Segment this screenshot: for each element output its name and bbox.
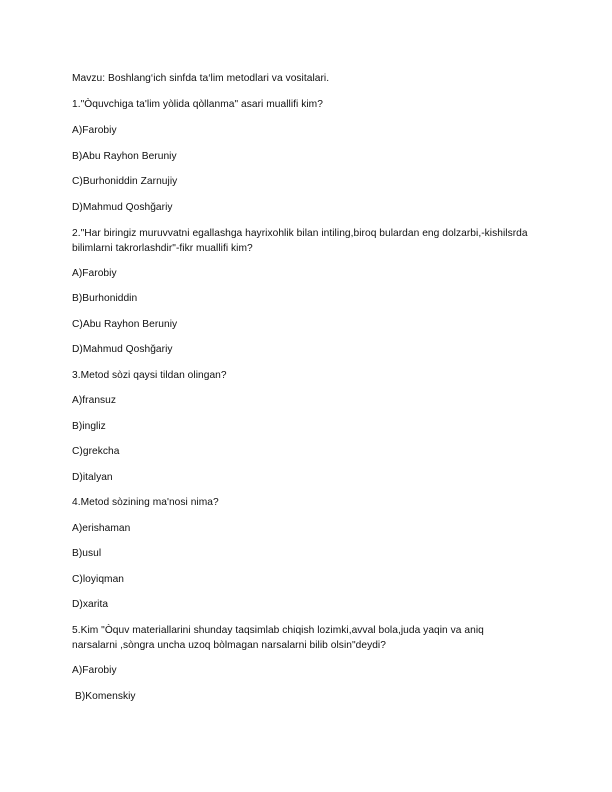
question-3-option-d: D)italyan: [72, 472, 113, 483]
question-3-option-a: A)fransuz: [72, 395, 117, 406]
question-2-line-1: 2."Har biringiz muruvvatni egallashga hayrixohlik bilan intiling,biroq bulardan eng dolzarbi,-kishilsrda: [72, 228, 528, 239]
question-5-line-2: narsalarni ,sòngra uncha uzoq bòlmagan narsalarni bilib olsin"deydi?: [72, 640, 386, 651]
question-1-option-a: A)Farobiy: [72, 125, 117, 136]
question-4-option-d: D)xarita: [72, 599, 109, 610]
question-3-option-b: B)ingliz: [72, 421, 106, 432]
question-2-option-a: A)Farobiy: [72, 268, 117, 279]
question-4-option-b: B)usul: [72, 548, 102, 559]
question-5-option-a: A)Farobiy: [72, 665, 117, 676]
question-2-line-2: bilimlarni takrorlashdir"-fikr muallifi kim?: [72, 243, 253, 254]
question-2-option-c: C)Abu Rayhon Beruniy: [72, 319, 178, 330]
question-2-option-b: B)Burhoniddin: [72, 293, 138, 304]
question-3: 3.Metod sòzi qaysi tildan olingan?: [72, 370, 227, 381]
question-1-option-d: D)Mahmud Qoshğariy: [72, 202, 173, 213]
question-1-option-b: B)Abu Rayhon Beruniy: [72, 151, 177, 162]
question-4: 4.Metod sòzining ma'nosi nima?: [72, 497, 219, 508]
question-4-option-c: C)loyiqman: [72, 574, 125, 585]
document-title: Mavzu: Boshlang‘ich sinfda ta‘lim metodlari va vositalari.: [72, 73, 330, 84]
question-5-option-b: B)Komenskiy: [75, 691, 136, 702]
question-3-option-c: C)grekcha: [72, 446, 120, 457]
question-1: 1."Òquvchiga ta'lim yòlida qòllanma" asari muallifi kim?: [72, 99, 323, 110]
question-4-option-a: A)erishaman: [72, 523, 131, 534]
question-5-line-1: 5.Kim "Òquv materiallarini shunday taqsimlab chiqish lozimki,avval bola,juda yaqin va aniq: [72, 625, 484, 636]
question-2-option-d: D)Mahmud Qoshğariy: [72, 344, 173, 355]
question-1-option-c: C)Burhoniddin Zarnujiy: [72, 176, 178, 187]
